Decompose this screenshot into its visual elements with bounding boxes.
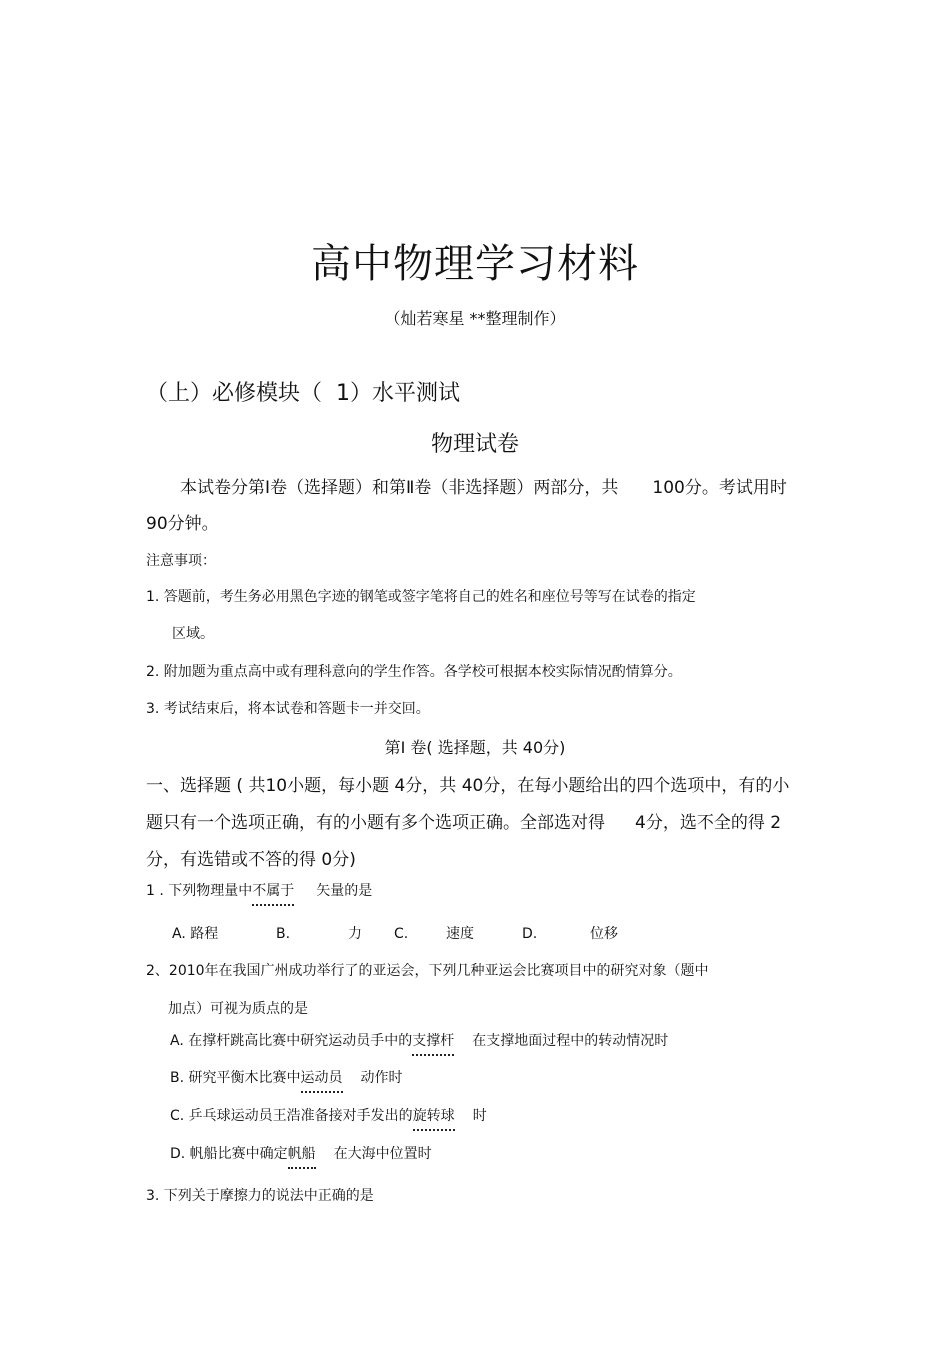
document-subtitle: （灿若寒星 **整理制作） — [384, 309, 566, 328]
q1-option-b-label: B. — [276, 926, 291, 942]
q2-option-d-text: D. 帆船比赛中确定 — [170, 1146, 288, 1162]
question-3-stem: 3. 下列关于摩擦力的说法中正确的是 — [146, 1188, 374, 1204]
q2-option-b-text-2: 动作时 — [360, 1070, 403, 1086]
q1-option-d-label: D. — [522, 926, 538, 942]
q2-option-d-text-2: 在大海中位置时 — [333, 1146, 432, 1162]
intro-text-1: 本试卷分第Ⅰ卷（选择题）和第Ⅱ卷（非选择题）两部分，共 — [180, 478, 619, 498]
q2-option-c-emphasis: 旋转球 — [413, 1105, 455, 1131]
q2-option-d — [170, 1143, 432, 1169]
mc-intro-part-a: 一、选择题 ( 共10小题，每小题 4分，共 40分，在每小题给出的四个选项中，有的小题只有一个选项正确，有的小题有多个选项正确。全部选对得 — [146, 776, 790, 833]
multiple-choice-instructions — [146, 768, 806, 879]
q1-option-c-label: C. — [394, 926, 409, 942]
q2-option-c — [170, 1105, 487, 1131]
q2-option-b — [170, 1067, 403, 1093]
q2-option-b-text: B. 研究平衡木比赛中 — [170, 1070, 301, 1086]
q2-option-a-text: A. 在撑杆跳高比赛中研究运动员手中的 — [170, 1033, 413, 1049]
module-heading — [146, 376, 460, 407]
q1-emphasis: 不属于 — [252, 880, 294, 906]
q2-option-c-text: C. 乒乓球运动员王浩准备接对手发出的 — [170, 1108, 413, 1124]
q1-option-c-text: 速度 — [446, 926, 474, 942]
question-2-stem-cont: 加点）可视为质点的是 — [168, 1001, 308, 1017]
notice-item-2: 2. 附加题为重点高中或有理科意向的学生作答。各学校可根据本校实际情况酌情算分。 — [146, 664, 682, 680]
notice-label: 注意事项： — [146, 553, 216, 569]
section-1-title: 第Ⅰ 卷( 选择题，共 40分) — [384, 738, 566, 757]
q1-stem-text-2: 矢量的是 — [316, 883, 373, 899]
question-1-options — [172, 923, 618, 943]
intro-text-2: 100分。考试用时90分钟。 — [146, 478, 787, 534]
notice-item-3: 3. 考试结束后，将本试卷和答题卡一并交回。 — [146, 701, 430, 717]
q1-option-a: A. 路程 — [172, 926, 219, 942]
intro-paragraph — [146, 470, 806, 542]
module-heading-part2: 1）水平测试 — [336, 381, 461, 406]
question-1-stem — [146, 880, 372, 906]
q2-option-a-emphasis: 支撑杆 — [412, 1030, 454, 1056]
module-heading-part1: （上）必修模块（ — [146, 381, 323, 406]
question-2-stem: 2、2010年在我国广州成功举行了的亚运会，下列几种亚运会比赛项目中的研究对象（题中 — [146, 963, 709, 979]
document-title: 高中物理学习材料 — [311, 241, 639, 287]
notice-item-1-cont: 区域。 — [172, 626, 214, 642]
q2-option-d-emphasis: 帆船 — [288, 1143, 316, 1169]
q2-option-c-text-2: 时 — [472, 1108, 487, 1124]
q1-stem-text: 1 . 下列物理量中 — [146, 883, 253, 899]
notice-item-1: 1. 答题前，考生务必用黑色字迹的钢笔或签字笔将自己的姓名和座位号等写在试卷的指定 — [146, 589, 696, 605]
q1-option-b-text: 力 — [348, 926, 362, 942]
mc-intro-part-b: 4分，选不全的得 2分，有选错或不答的得 0分) — [146, 813, 782, 870]
q2-option-a-text-2: 在支撑地面过程中的转动情况时 — [472, 1033, 669, 1049]
paper-title: 物理试卷 — [430, 432, 519, 457]
q2-option-a — [170, 1030, 668, 1056]
q1-option-d-text: 位移 — [590, 926, 618, 942]
q2-option-b-emphasis: 运动员 — [301, 1067, 343, 1093]
